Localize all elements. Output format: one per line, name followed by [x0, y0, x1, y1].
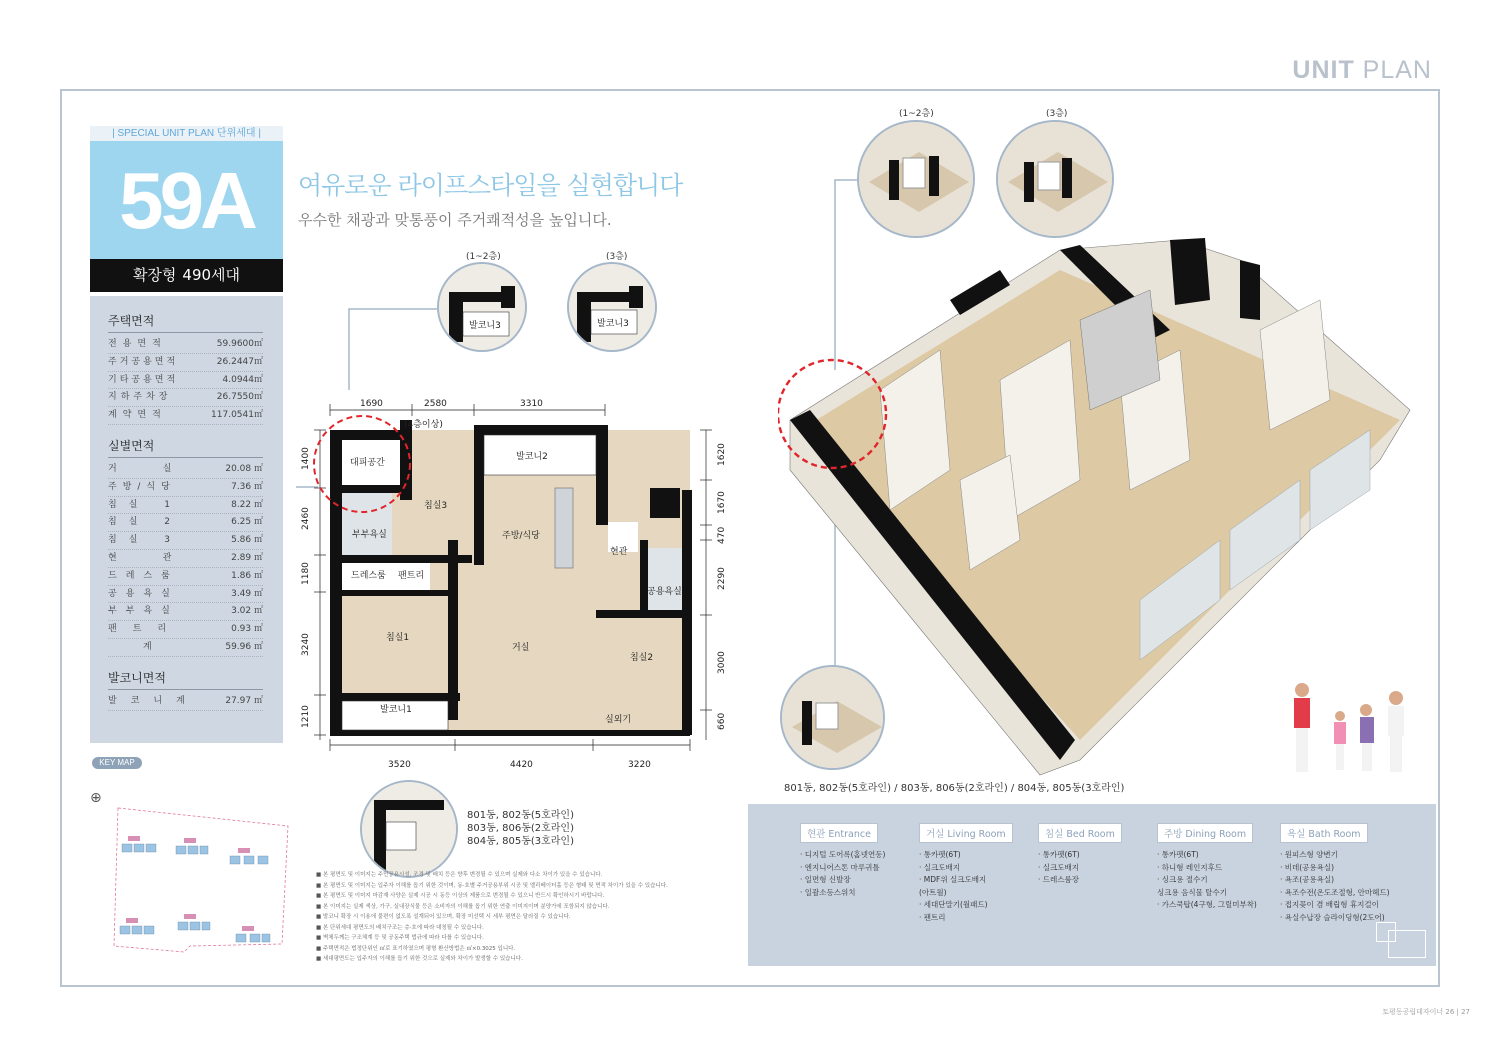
room-shelter: 대피공간 [350, 458, 385, 468]
room-bedroom1: 침실1 [386, 633, 410, 643]
svg-text:4420: 4420 [510, 760, 533, 770]
line-list: 801동, 802동(5호라인) 803동, 806동(2호라인) 804동, 805동(3호라인) [467, 810, 574, 847]
headline: 여유로운 라이프스타일을 실현합니다 [298, 171, 683, 200]
feature-bed-room: 침실 Bed Room · 통카펫(6T) · 실크도배지 · 드레스룸장 [1038, 822, 1150, 887]
area-row: 전용면적 59.9600㎡ [108, 336, 263, 354]
area-row: 거실 20.08 ㎡ [108, 461, 263, 479]
special-unit-tag: | SPECIAL UNIT PLAN 단위세대 | [90, 126, 283, 141]
feature-living-room: 거실 Living Room · 통카펫(6T) · 실크도배지 · MDF위 실크도배지 (아트월) · 세대단말기(월패드) · 팬트리 [919, 822, 1031, 925]
plan-detail-right-label: (3층) [606, 252, 628, 262]
room-outdoor-unit: 실외기 [605, 715, 632, 725]
unit-type-name: 확장형 [132, 266, 177, 284]
svg-text:3520: 3520 [388, 760, 411, 770]
page-number: 토평동공립데자이너 26 | 27 [1382, 1008, 1470, 1016]
area-row: 기타공용면적 4.0944㎡ [108, 372, 263, 390]
balcony-area-heading: 발코니면적 [108, 669, 263, 690]
room-balcony1: 발코니1 [380, 705, 412, 715]
iso-detail-right-label: (3층) [1046, 109, 1068, 119]
area-row: 현관 2.89 ㎡ [108, 550, 263, 568]
svg-text:1180: 1180 [301, 562, 311, 585]
area-row: 주거공용면적 26.2447㎡ [108, 354, 263, 372]
room-master-bath: 부부욕실 [352, 530, 387, 540]
area-row: 주방/식당 7.36 ㎡ [108, 479, 263, 497]
room-common-bath: 공용욕실 [647, 587, 682, 597]
room-entrance: 현관 [610, 547, 628, 557]
svg-text:(4층이상): (4층이상) [404, 420, 443, 430]
svg-text:1400: 1400 [301, 447, 311, 470]
feature-bath-room: 욕실 Bath Room · 원피스형 양변기 · 비데(공용욕실) · 욕조(공용욕실) · 욕조수전(온도조절형, 안마헤드) · 접지꽂이 겸 배립형 휴지걸이 · 욕실수납장 슬라이딩형(2도어) [1280, 822, 1420, 925]
unit-plan-header: UNIT PLAN [1292, 56, 1432, 84]
svg-text:3220: 3220 [628, 760, 651, 770]
room-dressroom: 드레스룸 [351, 571, 386, 581]
svg-text:1620: 1620 [717, 443, 727, 466]
plan-detail-lower-room: 발코니3 [469, 321, 501, 331]
unit-count: 490세대 [182, 266, 241, 284]
area-row: 발코니계 27.97 ㎡ [108, 693, 263, 711]
area-row: 침실 2 6.25 ㎡ [108, 514, 263, 532]
area-row: 침실 1 8.22 ㎡ [108, 497, 263, 515]
unit-type-code: 59A [119, 156, 254, 245]
feature-box [748, 804, 1436, 966]
room-balcony2: 발코니2 [516, 452, 548, 462]
disclaimer-notes: ■ 본 평면도 및 이미지는 주민공용시설, 조경 및 배치 등은 향후 변경될 수 있으며 실제와 다소 차이가 있을 수 있습니다. ■ 본 평면도 및 이미지는 입주자 이해를 돕기 위한 것이며, 동·호별 주거공용부위 시공 및 엘리베이터홀 등은 형태 및 면적 차이가 있을 수 있습니다. ■ 본 평면도 및 이미지 마감재 사양은 실제 시공 시 동등 이상의 제품으로 변경될 수 있으니 반드시 확인하시기 바랍니다. ■ 본 이미지는 실제 색상, 가구, 실내장식물 등은 소비자의 이해를 돕기 위한 연출 이미지이며 분양가에 포함되지 않습니다. ■ 발코니 확장 시 이용에 불편이 없도록 설계되어 있으며, 확장 미선택 시 세부 평면은 달라질 수 있습니다. ■ 본 단위세대 평면도의 배치구조는 층·호에 따라 대칭될 수 있습니다. ■ 벽체두께는 구조체계 등 및 공동주택 법규에 따라 다를 수 있습니다. ■ 주택면적은 법정단위인 ㎡로 표기하였으며 평형 환산방법은 ㎡×0.3025 입니다. ■ 세대평면도는 입주자의 이해를 돕기 위한 것으로 실제와 차이가 발생할 수 있습니다. [316, 870, 746, 965]
area-row: 지하주차장 26.7550㎡ [108, 389, 263, 407]
plan-detail-upper-room: 발코니3 [597, 319, 629, 329]
svg-text:3240: 3240 [301, 633, 311, 656]
area-row: 계약면적 117.0541㎡ [108, 407, 263, 425]
iso-detail-left-label: (1~2층) [899, 109, 934, 119]
feature-entrance: 현관 Entrance · 디지털 도어록(홈넷연동) · 엔지니어스톤 마루귀틀 · 일면형 신발장 · 일괄소등스위치 [800, 822, 912, 899]
svg-text:3310: 3310 [520, 399, 543, 409]
room-pantry: 팬트리 [398, 571, 425, 581]
keymap-badge: KEY MAP [92, 757, 142, 769]
area-row: 침실 3 5.86 ㎡ [108, 532, 263, 550]
area-row: 공용욕실 3.49 ㎡ [108, 586, 263, 604]
svg-text:3000: 3000 [717, 651, 727, 674]
svg-text:1690: 1690 [360, 399, 383, 409]
plan-detail-left-label: (1~2층) [466, 252, 501, 262]
housing-area-heading: 주택면적 [108, 312, 263, 333]
decor-square [1388, 930, 1426, 958]
svg-text:2580: 2580 [424, 399, 447, 409]
feature-dining-room: 주방 Dining Room · 통카펫(6T) · 하니형 레인지후드 · 싱크용 절수기 싱크용 음식물 탈수기 · 가스쿡탑(4구형, 그릴미부착) [1157, 822, 1281, 912]
room-bedroom2: 침실2 [630, 653, 654, 663]
area-row: 드레스룸 1.86 ㎡ [108, 568, 263, 586]
svg-text:2290: 2290 [717, 567, 727, 590]
svg-text:660: 660 [717, 712, 727, 730]
subheadline: 우수한 채광과 맞통풍이 주거쾌적성을 높입니다. [298, 211, 612, 229]
svg-text:2460: 2460 [301, 507, 311, 530]
family-photo [1284, 672, 1424, 782]
area-row-total: 계 59.96 ㎡ [108, 639, 263, 657]
room-area-heading: 실별면적 [108, 437, 263, 458]
area-row: 팬트리 0.93 ㎡ [108, 621, 263, 639]
room-living: 거실 [512, 643, 530, 653]
svg-text:1670: 1670 [717, 491, 727, 514]
iso-detail-circle-bottom [780, 665, 885, 770]
svg-text:1210: 1210 [301, 705, 311, 728]
compass-icon: ⊕ [90, 790, 102, 806]
room-bedroom3: 침실3 [424, 501, 448, 511]
area-row: 부부욕실 3.02 ㎡ [108, 603, 263, 621]
room-kitchen: 주방/식당 [502, 531, 540, 541]
svg-text:470: 470 [717, 526, 727, 544]
iso-caption: 801동, 802동(5호라인) / 803동, 806동(2호라인) / 804동, 805동(3호라인) [784, 783, 1125, 794]
